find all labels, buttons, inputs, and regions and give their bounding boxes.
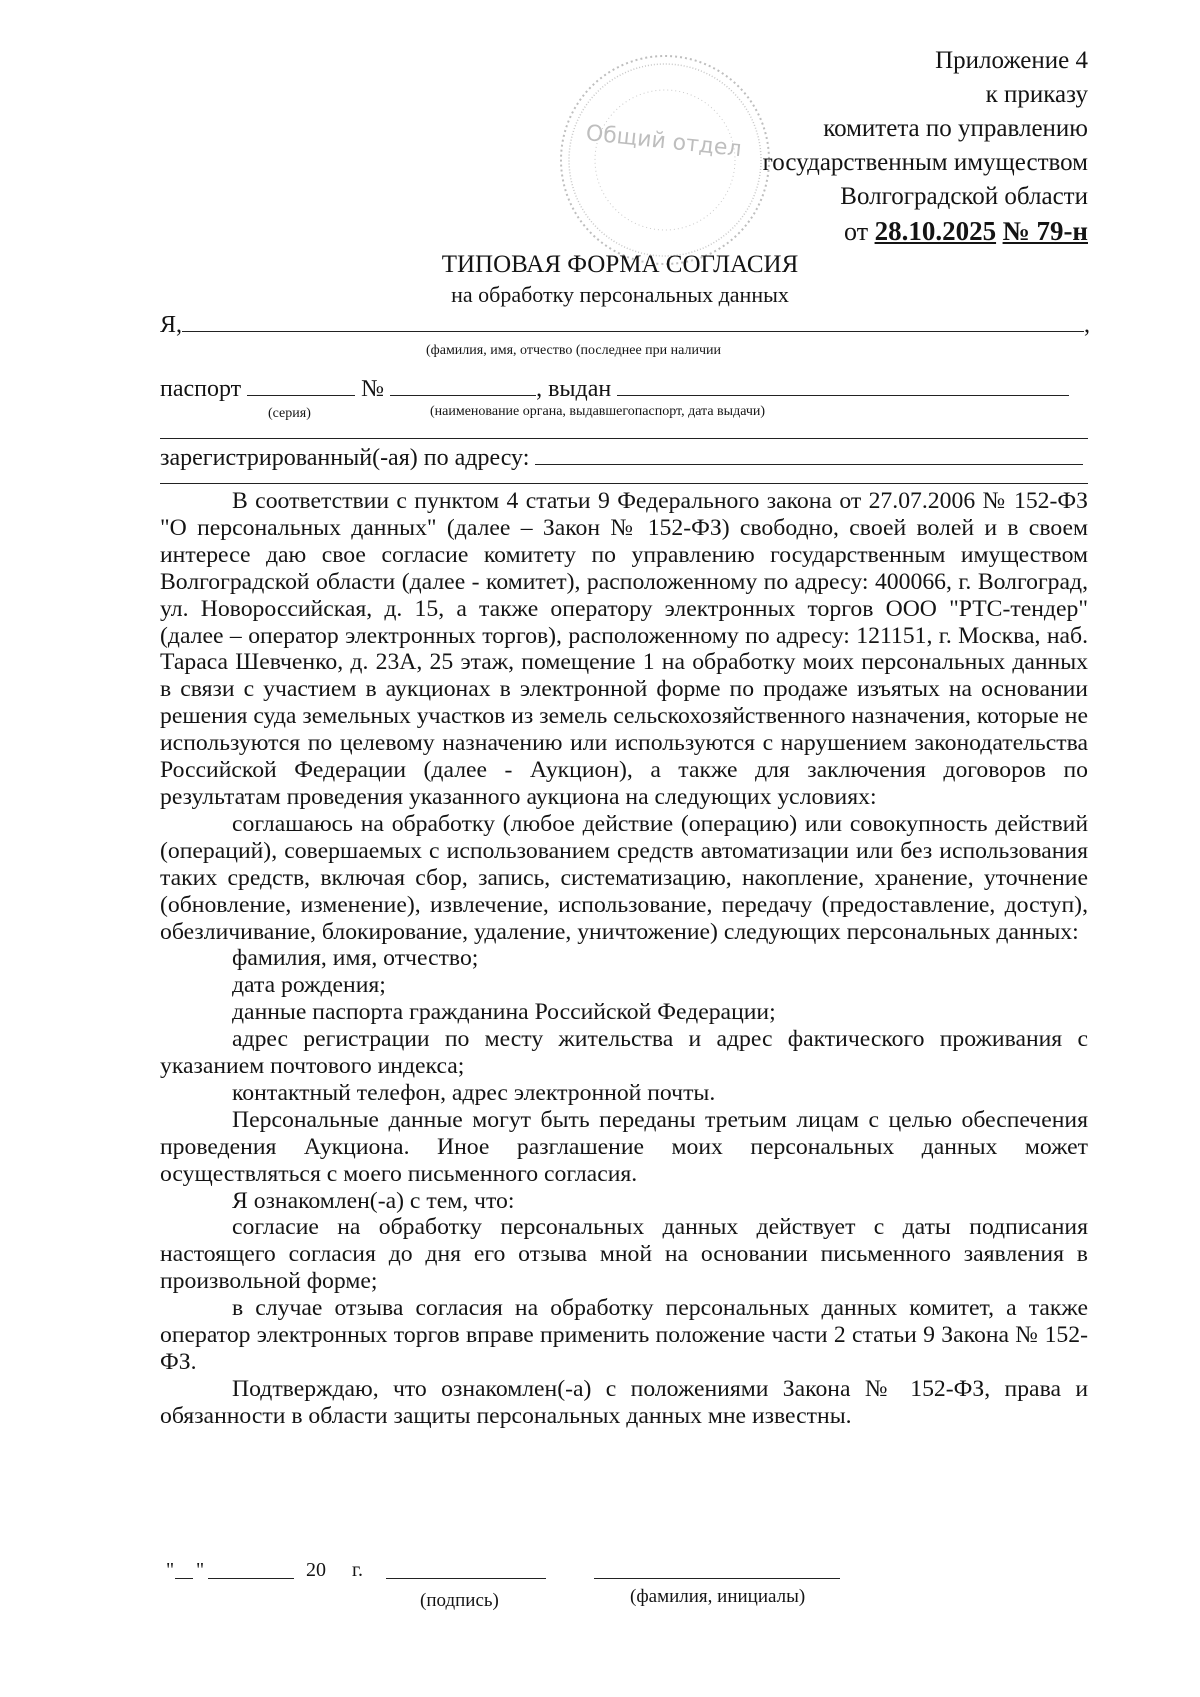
address-continuation-line[interactable] [160, 483, 1088, 484]
paragraph-withdrawal: в случае отзыва согласия на обработку персональных данных комитет, а также оператор электронных торгов вправе применить положение части 2 статьи 9 Закона № 152-ФЗ. [160, 1295, 1088, 1375]
signature-field[interactable] [386, 1578, 546, 1579]
paragraph-acknowledged: Я ознакомлен(-а) с тем, что: [232, 1187, 515, 1214]
date-quote-close: " [196, 1559, 205, 1581]
passport-row [160, 374, 1069, 404]
passport-no-label: № [361, 376, 385, 402]
address-label: зарегистрированный(-ая) по адресу: [160, 445, 530, 471]
paragraph-transfer: Персональные данные могут быть переданы третьим лицам с целью обеспечения проведения Аукциона. Иное разглашение моих персональных данных может осуществляться с моего письменного согласия. [160, 1106, 1088, 1187]
issued-label: , выдан [536, 376, 612, 402]
order-date: 28.10.2025 [874, 216, 997, 246]
appendix-header [763, 44, 1088, 249]
signer-name-hint: (фамилия, инициалы) [630, 1586, 806, 1607]
data-item-2: дата рождения; [232, 972, 386, 999]
paragraph-2: соглашаюсь на обработку (любое действие (операцию) или совокупность действий (операций), совершаемых с использованием средств автоматизации или без использования таких средств, включая сбор, запись, систематизацию, накопление, хранение, уточнение (обновление, изменение), извлечение, использование, передачу (предоставление, доступ), обезличивание, блокирование, удаление, уничтожение) следующих персональных данных: [160, 810, 1088, 945]
form-title: ТИПОВАЯ ФОРМА СОГЛАСИЯ [441, 251, 799, 278]
name-hint: (фамилия, имя, отчество (последнее при наличии [426, 343, 721, 358]
name-comma: , [1084, 312, 1091, 338]
stamp-text: Общий отдел [584, 120, 743, 163]
passport-issuer-field[interactable] [617, 375, 1069, 396]
passport-number-field[interactable] [390, 375, 536, 396]
passport-series-field[interactable] [247, 375, 355, 396]
issuer-hint: (наименование органа, выдавшегопаспорт, дата выдачи) [430, 404, 766, 419]
passport-label: паспорт [160, 376, 242, 402]
order-prefix: от [844, 217, 869, 246]
data-item-4: адрес регистрации по месту жительства и адрес фактического проживания с указанием почтового индекса; [160, 1026, 1088, 1080]
date-month-field[interactable] [208, 1578, 294, 1579]
order-number: № 79-н [1002, 216, 1088, 246]
paragraph-confirmation: Подтверждаю, что ознакомлен(-а) с положениями Закона № 152-ФЗ, права и обязанности в области защиты персональных данных мне известны. [160, 1375, 1088, 1429]
order-line [763, 214, 1088, 249]
date-quote-open: " [166, 1559, 175, 1581]
paragraph-1: В соответствии с пунктом 4 статьи 9 Федерального закона от 27.07.2006 № 152-ФЗ "О персональных данных" (далее – Закон № 152-ФЗ) свободно, своей волей и в своем интересе даю свое согласие комитету по управлению государственным имуществом Волгоградской области (далее - комитет), расположенному по адресу: 400066, г. Волгоград, ул. Новороссийская, д. 15, а также оператору электронных торгов ООО "РТС-тендер" (далее – оператор электронных торгов), расположенному по адресу: 121151, г. Москва, наб. Тараса Шевченко, д. 23А, 25 этаж, помещение 1 на обработку моих персональных данных в связи с участием в аукционах в электронной форме по продаже изъятых на основании решения суда земельных участков из земель сельскохозяйственного назначения, которые не используются по целевому назначению или используются с нарушением законодательства Российской Федерации (далее - Аукцион), а также для заключения договоров по результатам проведения указанного аукциона на следующих условиях: [160, 488, 1088, 810]
ya-label: Я, [160, 312, 183, 338]
date-day-field[interactable] [175, 1578, 193, 1579]
issuer-continuation-line[interactable] [160, 438, 1088, 439]
address-row [160, 443, 1083, 473]
header-line-3: комитета по управлению [823, 115, 1088, 142]
round-stamp [545, 40, 785, 280]
header-line-2: к приказу [985, 81, 1088, 108]
form-subtitle: на обработку персональных данных [451, 282, 789, 307]
address-field[interactable] [535, 444, 1083, 465]
data-item-5: контактный телефон, адрес электронной почты. [232, 1079, 716, 1106]
header-line-5: Волгоградской области [840, 183, 1088, 210]
signer-name-field[interactable] [594, 1578, 840, 1579]
paragraph-validity: согласие на обработку персональных данных действует с даты подписания настоящего согласия до дня его отзыва мной на основании письменного заявления в произвольной форме; [160, 1214, 1088, 1295]
data-item-1: фамилия, имя, отчество; [232, 945, 479, 972]
consent-body [160, 488, 1088, 1430]
signature-hint: (подпись) [420, 1590, 499, 1611]
name-row [160, 310, 1090, 340]
date-year-suffix: г. [352, 1559, 363, 1581]
date-year-prefix: 20 [306, 1559, 326, 1581]
data-item-3: данные паспорта гражданина Российской Федерации; [232, 999, 776, 1026]
header-line-4: государственным имуществом [762, 149, 1088, 176]
name-field[interactable] [182, 311, 1084, 332]
series-hint: (серия) [268, 406, 311, 421]
header-line-1: Приложение 4 [935, 47, 1088, 74]
